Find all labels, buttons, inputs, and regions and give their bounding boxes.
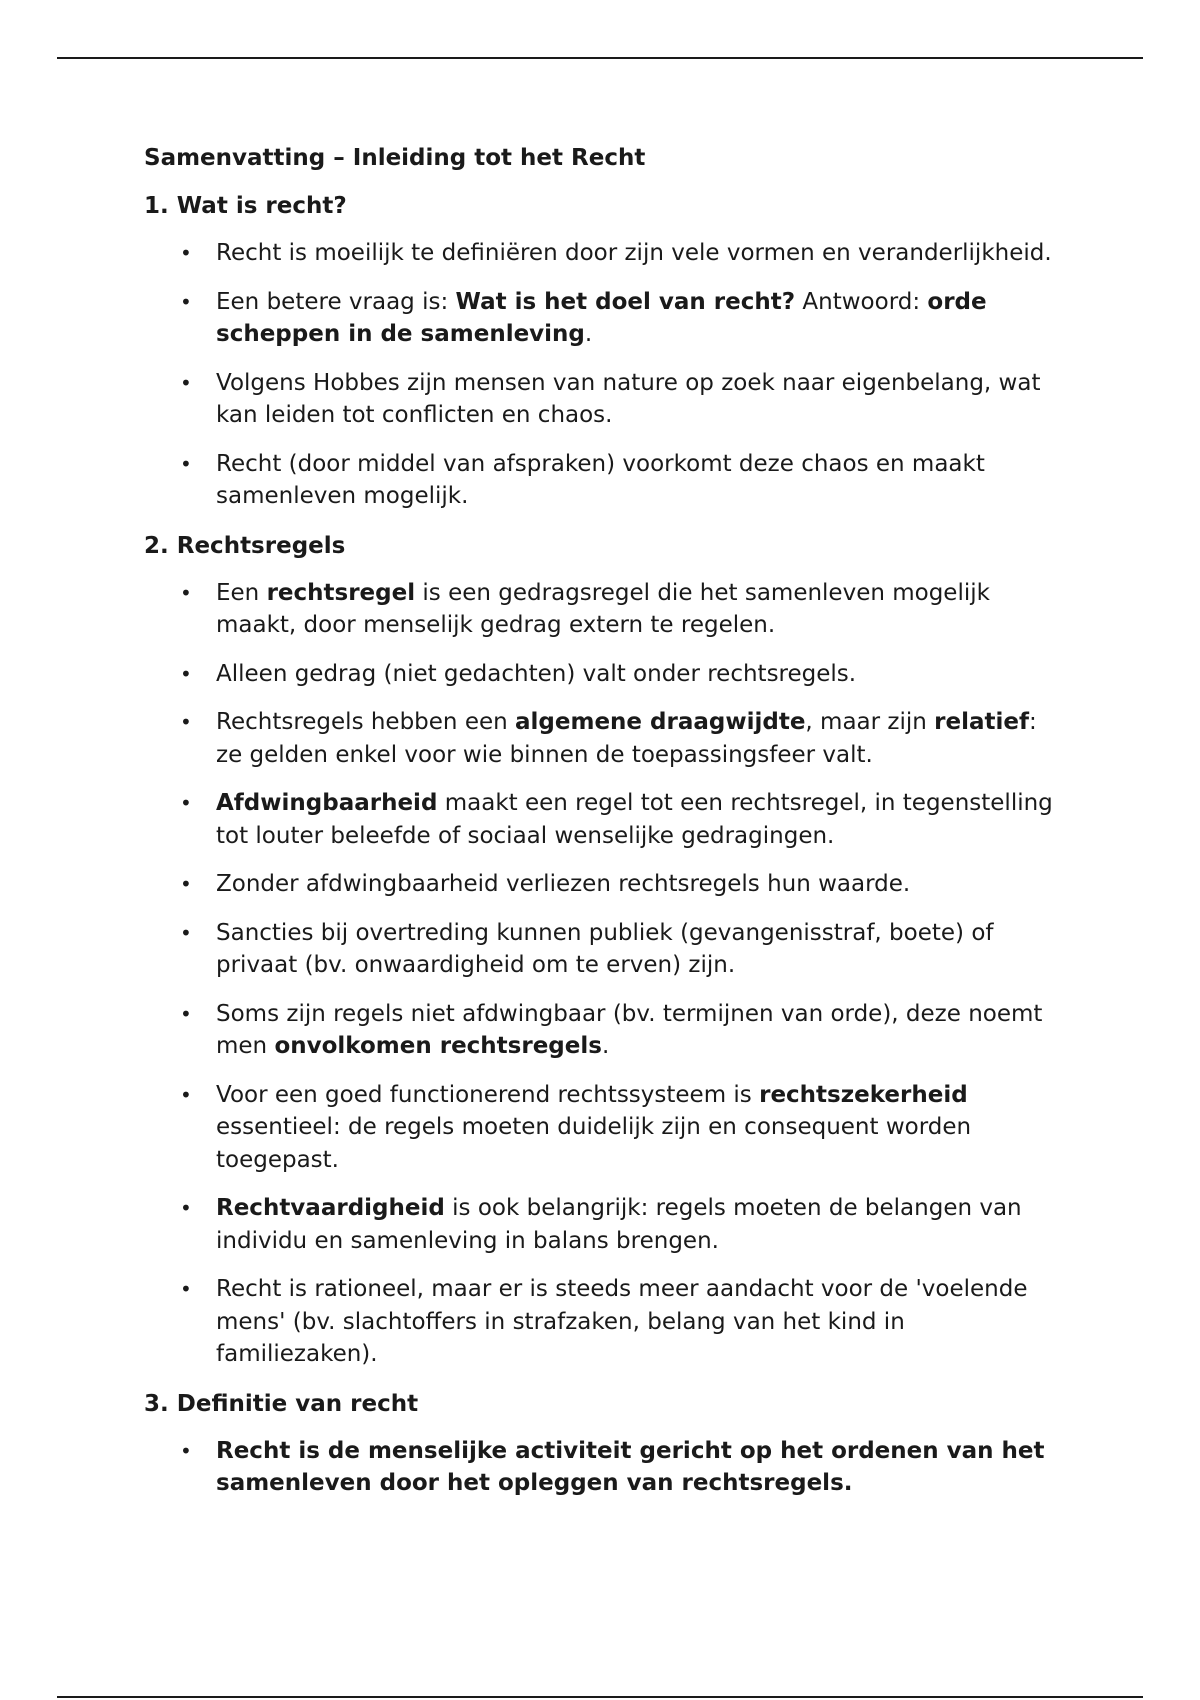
list-item [144,448,1054,513]
text-run: Zonder afdwingbaarheid verliezen rechtsregels hun waarde. [216,871,911,897]
text-run: Alleen gedrag (niet gedachten) valt onder rechtsregels. [216,660,857,687]
text-run: , maar zijn [805,709,935,735]
bullet-icon: • [180,289,192,314]
document-body [144,141,1054,1516]
list-item [144,998,1054,1063]
list-item [144,658,1054,691]
text-run: : ze gelden enkel voor wie binnen de toepassingsfeer valt. [216,709,1037,768]
section-heading: 2. Rechtsregels [144,532,346,559]
bold-text: relatief [934,709,1029,735]
text-run: maakt een regel tot een rechtsregel, in tegenstelling tot louter beleefde of sociaal wenselijke gedragingen. [216,790,1053,849]
text-run: Antwoord: [795,288,928,315]
text-run: Volgens Hobbes zijn mensen van nature op zoek naar eigenbelang, wat kan leiden tot conflicten en chaos. [216,369,1041,428]
bold-text: rechtszekerheid [759,1081,968,1108]
bold-text: onvolkomen rechtsregels [274,1033,602,1059]
text-run: Recht is rationeel, maar er is steeds meer aandacht voor de 'voelende mens' (bv. slachtoffers in strafzaken, belang van het kind in familiezaken). [216,1276,1028,1367]
bottom-rule [57,1696,1143,1698]
list-item [144,237,1054,270]
bullet-icon: • [180,791,192,815]
section-heading: 3. Definitie van recht [144,1390,419,1417]
text-run: Een betere vraag is: [216,288,456,315]
bullet-icon: • [180,1082,192,1107]
bullet-icon: • [180,661,192,686]
list-item [144,787,1054,852]
list-item [144,917,1054,982]
text-run: . [601,1033,610,1059]
bold-text: Wat is het doel van recht? [455,288,796,315]
list-item [144,577,1054,642]
list-item [144,367,1054,432]
text-run: essentieel: de regels moeten duidelijk zijn en consequent worden toegepast. [216,1114,972,1173]
bullet-list [144,577,1054,1371]
text-run: . [584,321,593,347]
bullet-icon: • [180,370,192,395]
bold-text: Recht is de menselijke activiteit gericht op het ordenen van het samenleven door het opleggen van rechtsregels. [216,1437,1045,1496]
bold-text: algemene draagwijdte [515,709,806,735]
sections-container [144,189,1054,1500]
bullet-icon: • [180,580,192,605]
text-run: Een [216,579,267,606]
list-item [144,706,1054,771]
list-item [144,1273,1054,1371]
section-heading: 1. Wat is recht? [144,193,347,219]
text-run: Rechtsregels hebben een [216,709,516,735]
bullet-icon: • [180,920,192,945]
bullet-icon: • [180,451,192,476]
bullet-list [144,1435,1054,1500]
bold-text: Rechtvaardigheid [216,1195,445,1221]
bullet-icon: • [180,1438,192,1463]
text-run: Recht is moeilijk te definiëren door zijn vele vormen en veranderlijkheid. [216,240,1052,266]
bullet-icon: • [180,241,192,265]
bullet-icon: • [180,872,192,896]
document-title: Samenvatting – Inleiding tot het Recht [144,145,646,171]
text-run: Soms zijn regels niet afdwingbaar (bv. termijnen van orde), deze noemt men [216,1000,1043,1059]
bullet-icon: • [180,1001,192,1026]
text-run: Voor een goed functionerend rechtssysteem is [216,1081,760,1108]
bold-text: rechtsregel [266,579,416,606]
top-rule [57,57,1143,59]
list-item [144,1435,1054,1500]
list-item [144,1079,1054,1177]
list-item [144,868,1054,901]
bullet-icon: • [180,1277,192,1301]
bullet-icon: • [180,1196,192,1220]
bold-text: Afdwingbaarheid [216,790,438,816]
bullet-list [144,237,1054,513]
list-item [144,286,1054,351]
text-run: is ook belangrijk: regels moeten de belangen van individu en samenleving in balans brengen. [216,1195,1022,1254]
text-run: Recht (door middel van afspraken) voorkomt deze chaos en maakt samenleven mogelijk. [216,450,985,509]
text-run: is een gedragsregel die het samenleven mogelijk maakt, door menselijk gedrag extern te regelen. [216,579,990,638]
text-run: Sancties bij overtreding kunnen publiek (gevangenisstraf, boete) of privaat (bv. onwaardigheid om te erven) zijn. [216,919,994,978]
bullet-icon: • [180,710,192,734]
bold-text: orde scheppen in de samenleving [216,288,987,347]
list-item [144,1192,1054,1257]
